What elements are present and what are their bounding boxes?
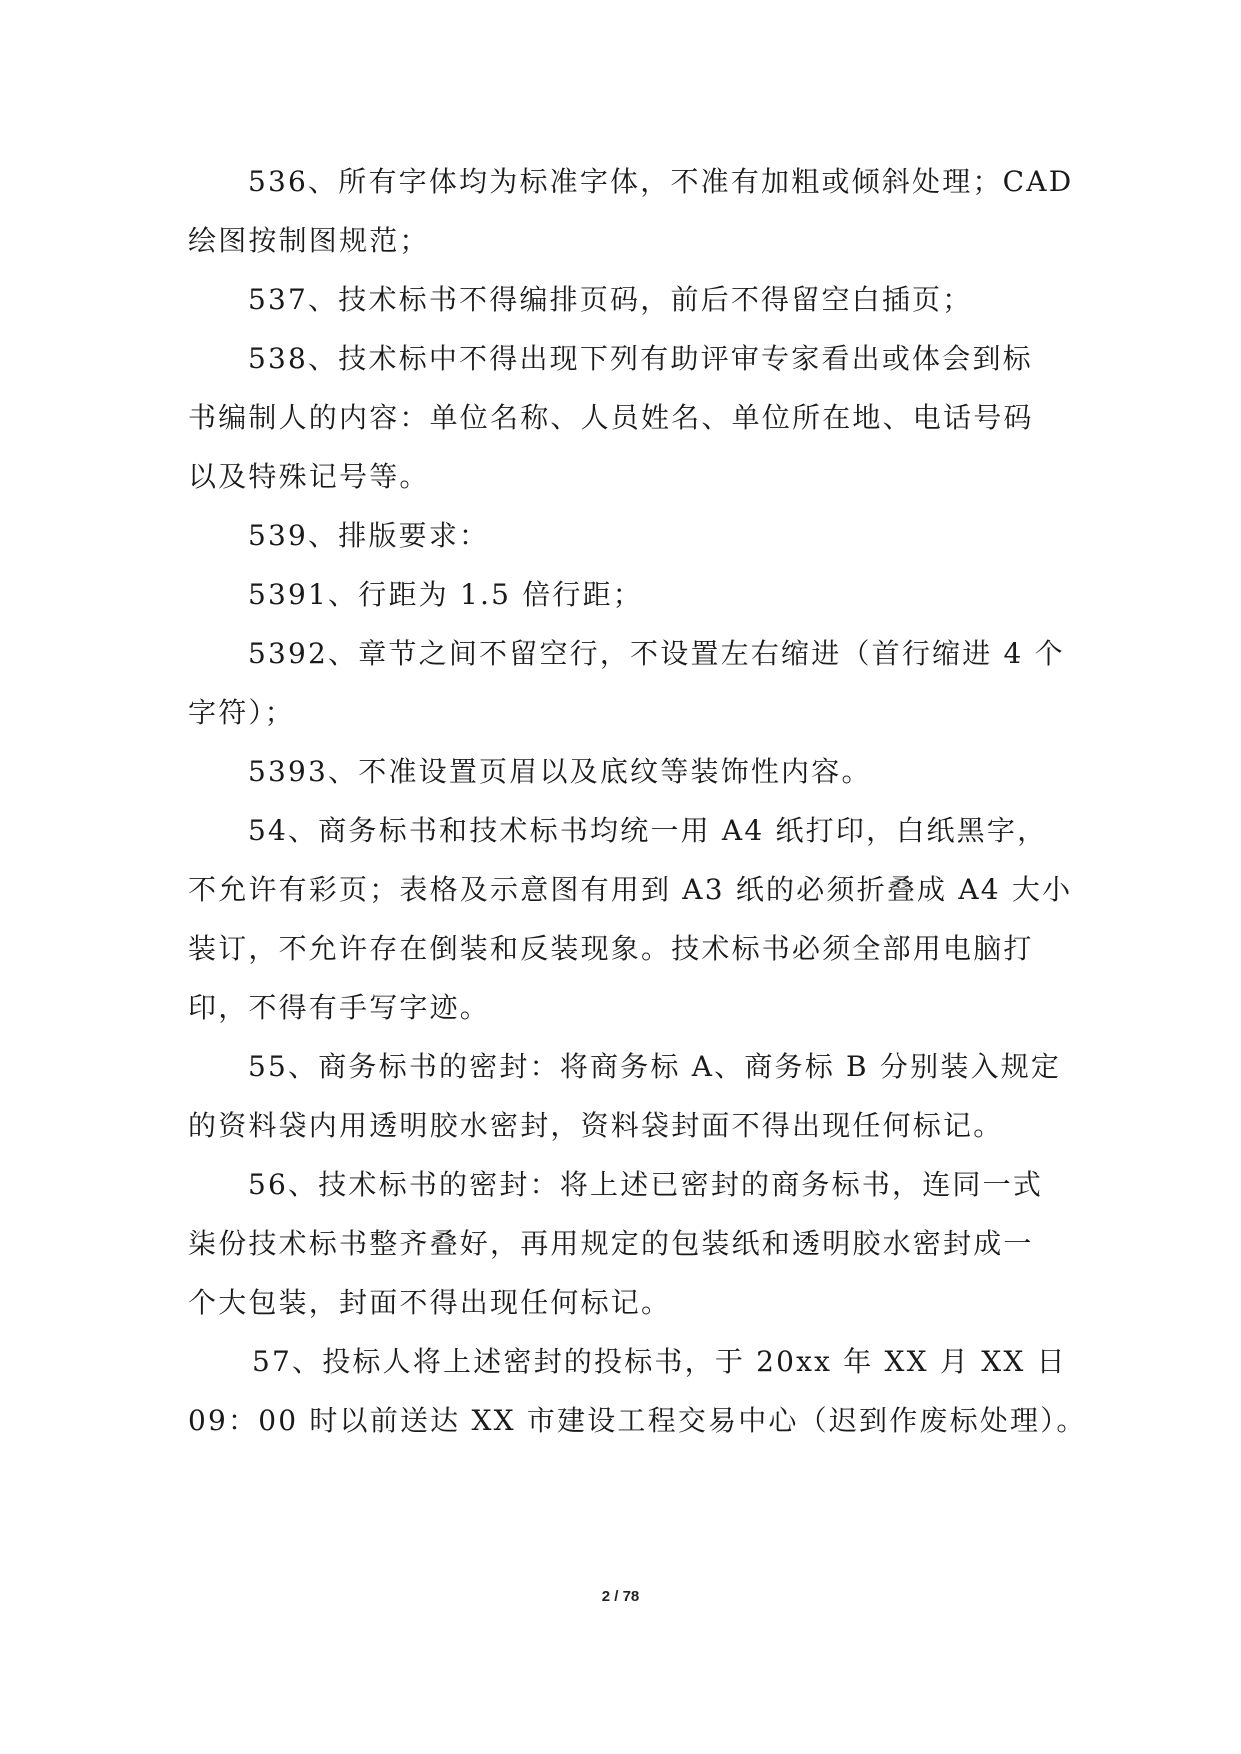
paragraph-539: 539、排版要求： (248, 519, 490, 552)
paragraph-54-line-2: 不允许有彩页；表格及示意图有用到 A3 纸的必须折叠成 A4 大小 (188, 873, 1073, 906)
paragraph-5393: 5393、不准设置页眉以及底纹等装饰性内容。 (248, 755, 872, 788)
paragraph-56-line-1: 56、技术标书的密封：将上述已密封的商务标书，连同一式 (248, 1168, 1044, 1201)
paragraph-55-line-1: 55、商务标书的密封：将商务标 A、商务标 B 分别装入规定 (248, 1050, 1062, 1083)
paragraph-55-line-2: 的资料袋内用透明胶水密封，资料袋封面不得出现任何标记。 (188, 1109, 1004, 1142)
paragraph-56-line-2: 柒份技术标书整齐叠好，再用规定的包装纸和透明胶水密封成一 (188, 1227, 1034, 1260)
page-number: 2 / 78 (601, 1588, 640, 1605)
paragraph-536-line-2: 绘图按制图规范； (188, 224, 430, 257)
paragraph-54-line-1: 54、商务标书和技术标书均统一用 A4 纸打印，白纸黑字， (248, 814, 1048, 847)
paragraph-5392-line-1: 5392、章节之间不留空行，不设置左右缩进（首行缩进 4 个 (248, 637, 1065, 670)
paragraph-537: 537、技术标书不得编排页码，前后不得留空白插页； (248, 283, 973, 316)
paragraph-57-line-1: 57、投标人将上述密封的投标书，于 20xx 年 XX 月 XX 日 (252, 1345, 1067, 1378)
paragraph-538-line-3: 以及特殊记号等。 (188, 460, 430, 493)
paragraph-57-line-2: 09：00 时以前送达 XX 市建设工程交易中心（迟到作废标处理）。 (188, 1404, 1087, 1437)
paragraph-5391: 5391、行距为 1.5 倍行距； (248, 578, 643, 611)
paragraph-5392-line-2: 字符）； (188, 696, 295, 729)
paragraph-536-line-1: 536、所有字体均为标准字体，不准有加粗或倾斜处理；CAD (248, 165, 1074, 198)
paragraph-56-line-3: 个大包装，封面不得出现任何标记。 (188, 1286, 672, 1319)
paragraph-538-line-1: 538、技术标中不得出现下列有助评审专家看出或体会到标 (248, 342, 1033, 375)
paragraph-54-line-3: 装订，不允许存在倒装和反装现象。技术标书必须全部用电脑打 (188, 932, 1034, 965)
paragraph-54-line-4: 印，不得有手写字迹。 (188, 991, 491, 1024)
paragraph-538-line-2: 书编制人的内容：单位名称、人员姓名、单位所在地、电话号码 (188, 401, 1034, 434)
